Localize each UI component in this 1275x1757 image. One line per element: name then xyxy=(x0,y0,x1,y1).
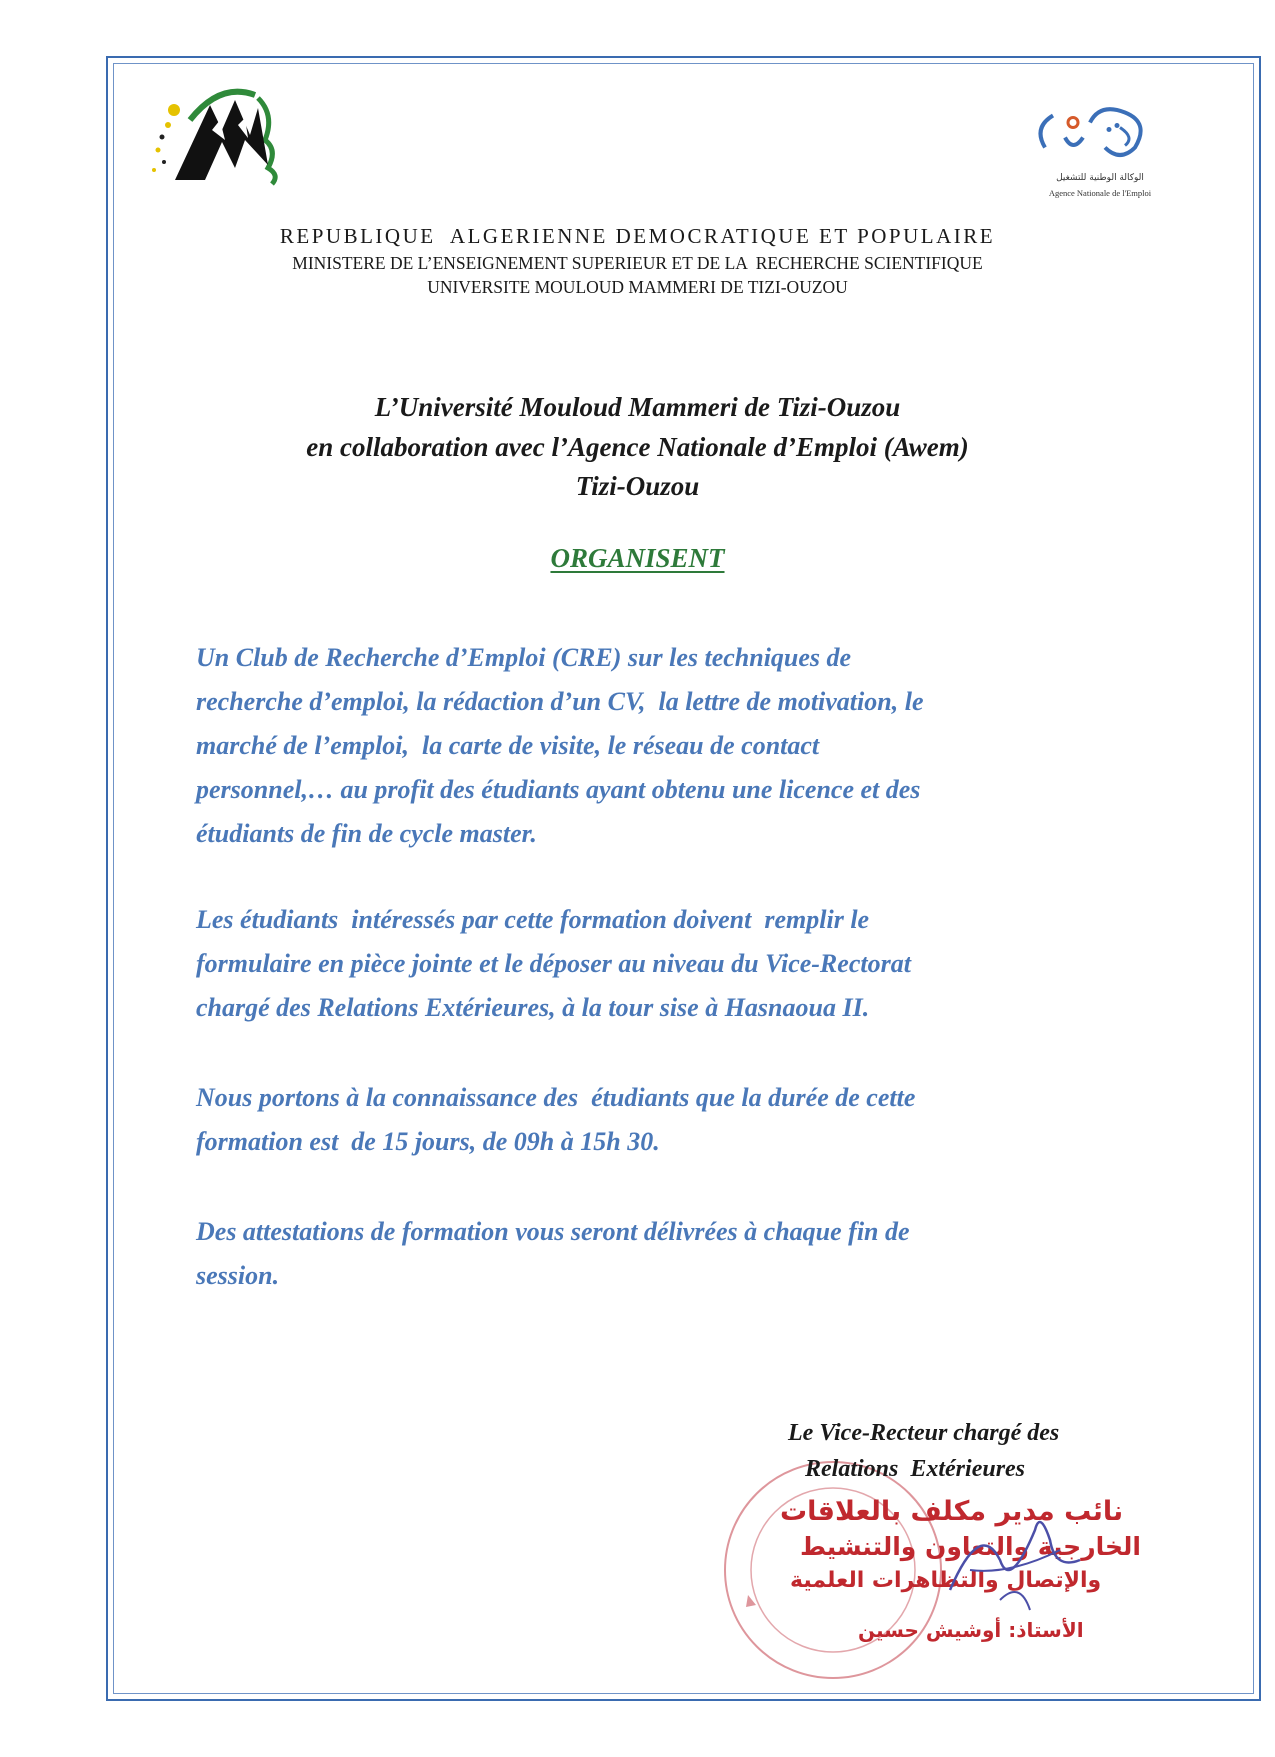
page-border-inner xyxy=(113,63,1254,1694)
paragraph-line: Nous portons à la connaissance des étudiants que la durée de cette xyxy=(196,1083,916,1112)
header-ministry: MINISTERE DE L’ENSEIGNEMENT SUPERIEUR ET DE LA RECHERCHE SCIENTIFIQUE xyxy=(292,253,983,273)
paragraph-line: formation est de 15 jours, de 09h à 15h 30. xyxy=(196,1127,660,1156)
paragraph-line: recherche d’emploi, la rédaction d’un CV, la lettre de motivation, le xyxy=(196,687,924,716)
paragraph-line: personnel,… au profit des étudiants ayant obtenu une licence et des xyxy=(196,775,921,804)
paragraph-inscription xyxy=(196,898,1136,1030)
stamp-arabic-line-1: نائب مدير مكلف بالعلاقات xyxy=(780,1496,1124,1527)
paragraph-line: session. xyxy=(196,1261,280,1290)
title-line-1: L’Université Mouloud Mammeri de Tizi-Ouzou xyxy=(374,392,901,422)
stamp-arabic-line-4: الأستاذ: أوشيش حسين xyxy=(858,1618,1084,1642)
paragraph-line: étudiants de fin de cycle master. xyxy=(196,819,537,848)
stamp-arabic-line-2: الخارجية والتعاون والتنشيط xyxy=(800,1532,1141,1561)
paragraph-line: marché de l’emploi, la carte de visite, le réseau de contact xyxy=(196,731,820,760)
header-university: UNIVERSITE MOULOUD MAMMERI DE TIZI-OUZOU xyxy=(427,277,848,297)
anem-arabic-name: الوكالة الوطنية للتشغيل xyxy=(1056,173,1144,183)
header-republic: REPUBLIQUE ALGERIENNE DEMOCRATIQUE ET POPULAIRE xyxy=(279,224,996,248)
organisent-heading: ORGANISENT xyxy=(550,543,725,573)
paragraph-duration xyxy=(196,1076,1136,1164)
paragraph-club xyxy=(196,636,1136,856)
title-line-3: Tizi-Ouzou xyxy=(575,471,700,501)
stamp-arabic-line-3: والإتصال والتظاهرات العلمية xyxy=(790,1568,1102,1593)
handwritten-signature xyxy=(940,1500,1090,1630)
paragraph-line: Un Club de Recherche d’Emploi (CRE) sur les techniques de xyxy=(196,643,852,672)
signatory-title-line-2: Relations Extérieures xyxy=(805,1456,1026,1482)
title-line-2: en collaboration avec l’Agence Nationale d’Emploi (Awem) xyxy=(306,432,969,462)
university-emblem-icon xyxy=(150,80,310,190)
signatory-title-line-1: Le Vice-Recteur chargé des xyxy=(788,1420,1060,1446)
paragraph-line: formulaire en pièce jointe et le déposer au niveau du Vice-Rectorat xyxy=(196,949,911,978)
paragraph-certificates xyxy=(196,1210,1136,1298)
paragraph-line: chargé des Relations Extérieures, à la tour sise à Hasnaoua II. xyxy=(196,993,870,1022)
anem-french-name: Agence Nationale de l'Emploi xyxy=(1048,188,1152,198)
paragraph-line: Les étudiants intéressés par cette formation doivent remplir le xyxy=(196,905,870,934)
paragraph-line: Des attestations de formation vous seront délivrées à chaque fin de xyxy=(196,1217,910,1246)
